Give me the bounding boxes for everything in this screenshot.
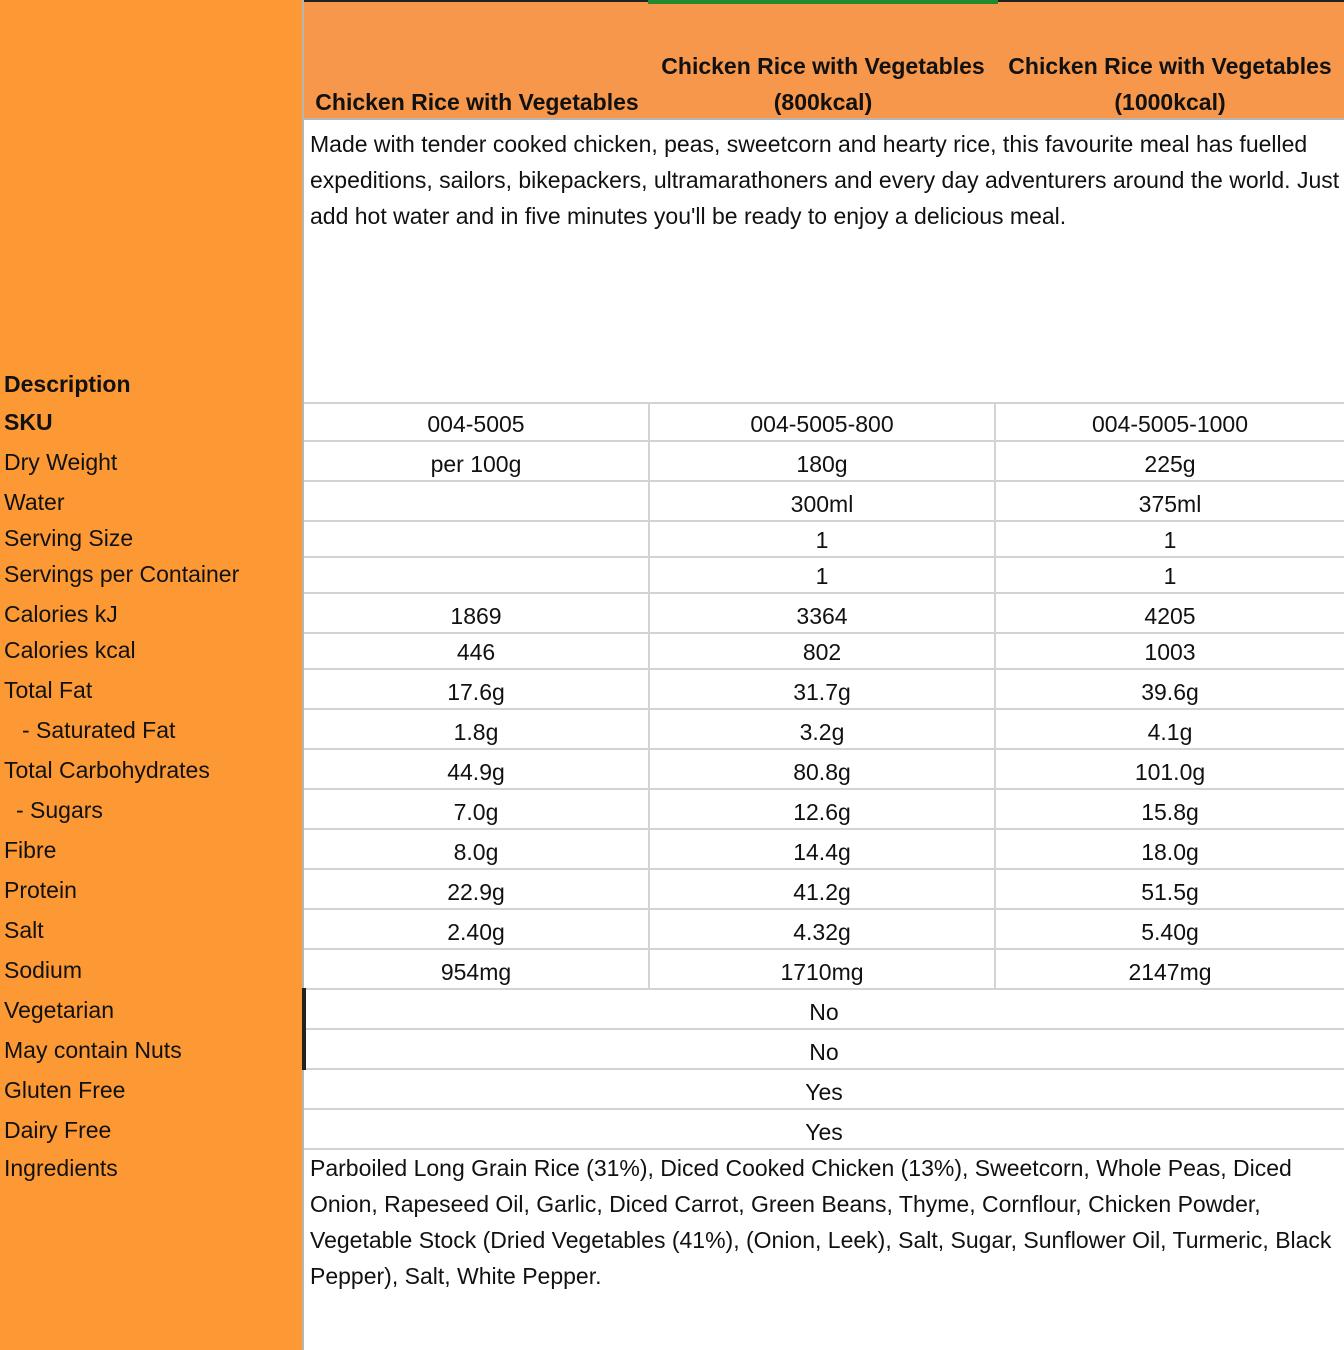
table-cell[interactable]: 225g [1144,451,1196,477]
row-label: - Saturated Fat [22,717,176,743]
row-label: Water [4,489,65,515]
row-label: Salt [4,917,44,943]
table-row [304,870,1344,910]
row-label: Gluten Free [4,1077,126,1103]
row-label: Dry Weight [4,449,118,475]
table-row [304,402,1344,442]
row-label: Total Fat [4,677,93,703]
row-label: Vegetarian [4,997,114,1023]
header-col2-line1: Chicken Rice with Vegetables [661,53,985,79]
header-cell-col3[interactable] [996,48,1344,120]
table-row [304,1110,1344,1150]
header-col3-line2: (1000kcal) [1114,89,1226,115]
row-label: May contain Nuts [4,1037,182,1063]
table-cell[interactable]: 004-5005-1000 [1091,411,1249,437]
table-row [304,634,1344,670]
row-label: Protein [4,877,77,903]
table-cell[interactable]: 51.5g [1141,879,1199,905]
cell-border-marker [302,988,306,1070]
table-cell[interactable]: 1869 [304,594,650,632]
table-cell[interactable]: 7.0g [304,790,650,828]
table-cell[interactable]: 8.0g [304,830,650,868]
table-cell[interactable]: 1 [1163,563,1177,589]
table-cell[interactable]: 446 [304,634,650,668]
table-cell[interactable]: 1710mg [650,950,996,988]
row-label: Servings per Container [4,561,240,587]
table-cell[interactable]: 14.4g [650,830,996,868]
table-cell[interactable]: 18.0g [1141,839,1199,865]
table-cell[interactable]: 300ml [650,482,996,520]
row-label: Dairy Free [4,1117,112,1143]
table-row [304,910,1344,950]
table-row [304,1070,1344,1110]
table-row [304,1030,1344,1070]
table-cell[interactable] [304,482,650,520]
table-cell[interactable]: 2147mg [1128,959,1212,985]
table-row [304,830,1344,870]
table-cell[interactable]: 17.6g [304,670,650,708]
table-cell[interactable]: 1 [1163,527,1177,553]
table-row [304,990,1344,1030]
table-cell[interactable]: 4.32g [650,910,996,948]
table-row [304,950,1344,990]
table-row [304,594,1344,634]
description-label: Description [4,371,131,397]
table-cell[interactable]: 802 [650,634,996,668]
merged-cell[interactable]: Yes [805,1079,843,1105]
table-row [304,558,1344,594]
selected-column-indicator [648,0,998,4]
table-cell[interactable]: 1 [650,558,996,592]
table-cell[interactable]: 1003 [1144,639,1196,665]
merged-cell[interactable]: No [809,999,839,1025]
table-cell[interactable]: 12.6g [650,790,996,828]
table-cell[interactable]: 4.1g [1147,719,1193,745]
header-cell-col1[interactable] [304,84,650,120]
table-cell[interactable]: 15.8g [1141,799,1199,825]
ingredients-text[interactable]: Parboiled Long Grain Rice (31%), Diced Cooked Chicken (13%), Sweetcorn, Whole Peas, Diced Onion, Rapeseed Oil, Garlic, Diced Carrot, Green Beans, Thyme, Cornflour, Chicken Powder, Vegetable Stock (Dried Vegetables (41%), (Onion, Leek), Salt, Sugar, Sunflower Oil, Turmeric, Black Pepper), Salt, White Pepper. [310,1155,1332,1289]
table-cell[interactable]: 1.8g [304,710,650,748]
table-cell[interactable]: 3.2g [650,710,996,748]
table-cell[interactable]: 004-5005-800 [650,404,996,440]
header-col3-line1: Chicken Rice with Vegetables [1008,53,1332,79]
table-row [304,442,1344,482]
row-label: Serving Size [4,525,134,551]
table-cell[interactable] [304,558,650,592]
table-row [304,750,1344,790]
table-cell[interactable]: 954mg [304,950,650,988]
table-cell[interactable]: 2.40g [304,910,650,948]
row-label: SKU [4,409,53,435]
row-label: Total Carbohydrates [4,757,210,783]
table-row [304,670,1344,710]
table-row [304,790,1344,830]
table-cell[interactable]: 3364 [650,594,996,632]
table-cell[interactable] [304,522,650,556]
row-label: Fibre [4,837,57,863]
header-col2-line2: (800kcal) [773,89,873,115]
table-cell[interactable]: 41.2g [650,870,996,908]
table-cell[interactable]: 4205 [1144,603,1196,629]
table-cell[interactable]: 44.9g [304,750,650,788]
table-cell[interactable]: per 100g [304,442,650,480]
table-cell[interactable]: 31.7g [650,670,996,708]
table-cell[interactable]: 22.9g [304,870,650,908]
table-cell[interactable]: 1 [650,522,996,556]
table-cell[interactable]: 180g [650,442,996,480]
ingredients-label: Ingredients [4,1155,118,1181]
row-label: - Sugars [16,797,103,823]
merged-cell[interactable]: No [809,1039,839,1065]
table-row [304,482,1344,522]
table-cell[interactable]: 39.6g [1141,679,1199,705]
row-label: Sodium [4,957,82,983]
table-cell[interactable]: 375ml [1138,491,1202,517]
table-row [304,710,1344,750]
row-label: Calories kJ [4,601,118,627]
table-cell[interactable]: 5.40g [1141,919,1199,945]
table-cell[interactable]: 80.8g [650,750,996,788]
header-col1-text: Chicken Rice with Vegetables [315,89,639,115]
table-cell[interactable]: 101.0g [1134,759,1206,785]
header-cell-col2[interactable] [650,48,996,120]
description-text[interactable]: Made with tender cooked chicken, peas, sweetcorn and hearty rice, this favourite meal has fuelled expeditions, sailors, bikepackers, ultramarathoners and every day adventurers around the world. Just add hot water and in five minutes you'll be ready to enjoy a delicious meal. [310,131,1340,229]
row-label: Calories kcal [4,637,136,663]
merged-cell[interactable]: Yes [805,1119,843,1145]
table-row [304,522,1344,558]
table-cell[interactable]: 004-5005 [304,404,650,440]
